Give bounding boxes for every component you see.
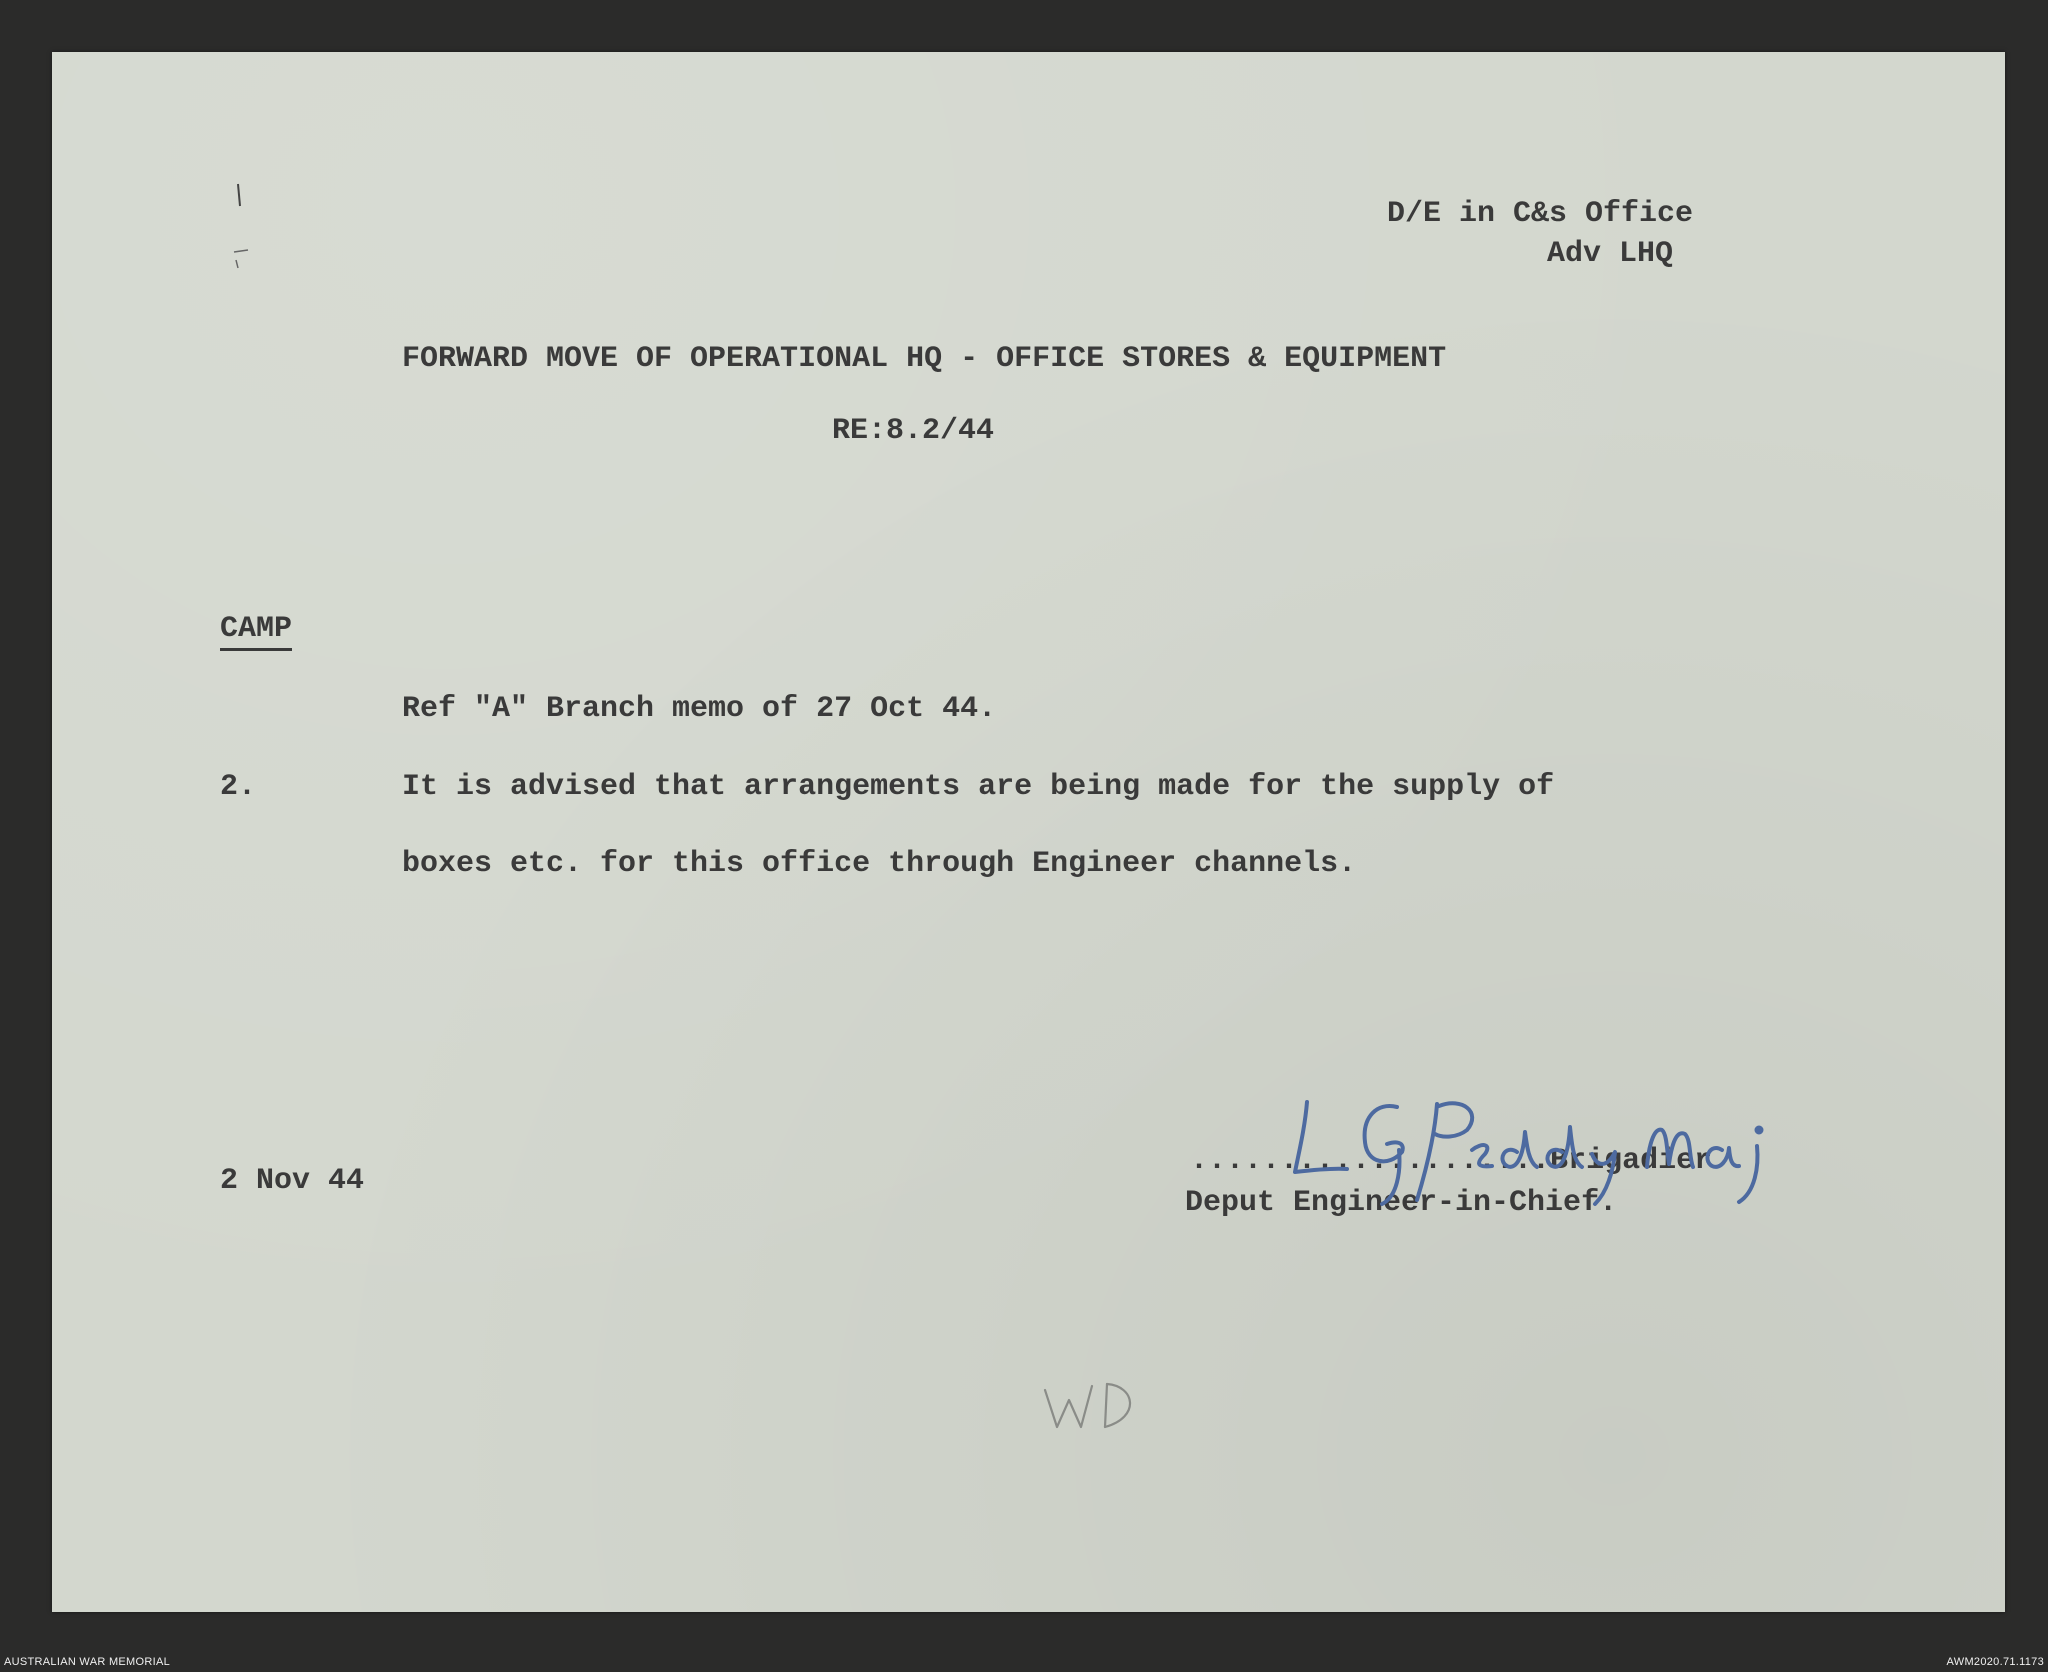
reference-number: RE:8.2/44 [832, 414, 995, 448]
footer-accession-number: AWM2020.71.1173 [1946, 1656, 2044, 1668]
signatory-title: Deput Engineer-in-Chief. [1185, 1186, 1618, 1220]
paragraph-2-line-1: It is advised that arrangements are being made for the supply of [402, 770, 1555, 804]
signature-line: ....................Brigadier [1190, 1144, 1713, 1178]
paragraph-2-line-2: boxes etc. for this office through Engineer channels. [402, 847, 1357, 881]
office-line-2: Adv LHQ [1547, 237, 1674, 271]
paragraph-1: Ref "A" Branch memo of 27 Oct 44. [402, 692, 997, 726]
subject-heading: FORWARD MOVE OF OPERATIONAL HQ - OFFICE STORES & EQUIPMENT [402, 342, 1447, 376]
handwritten-signature [1277, 1072, 1797, 1212]
addressee-heading: CAMP [220, 612, 292, 651]
document-page [52, 52, 2005, 1612]
footer-institution: AUSTRALIAN WAR MEMORIAL [4, 1656, 171, 1668]
paragraph-2-number: 2. [220, 770, 257, 804]
document-date: 2 Nov 44 [220, 1164, 365, 1198]
office-line-1: D/E in C&s Office [1387, 197, 1694, 231]
pencil-note-wd [1037, 1372, 1157, 1442]
ink-speck [230, 180, 250, 280]
